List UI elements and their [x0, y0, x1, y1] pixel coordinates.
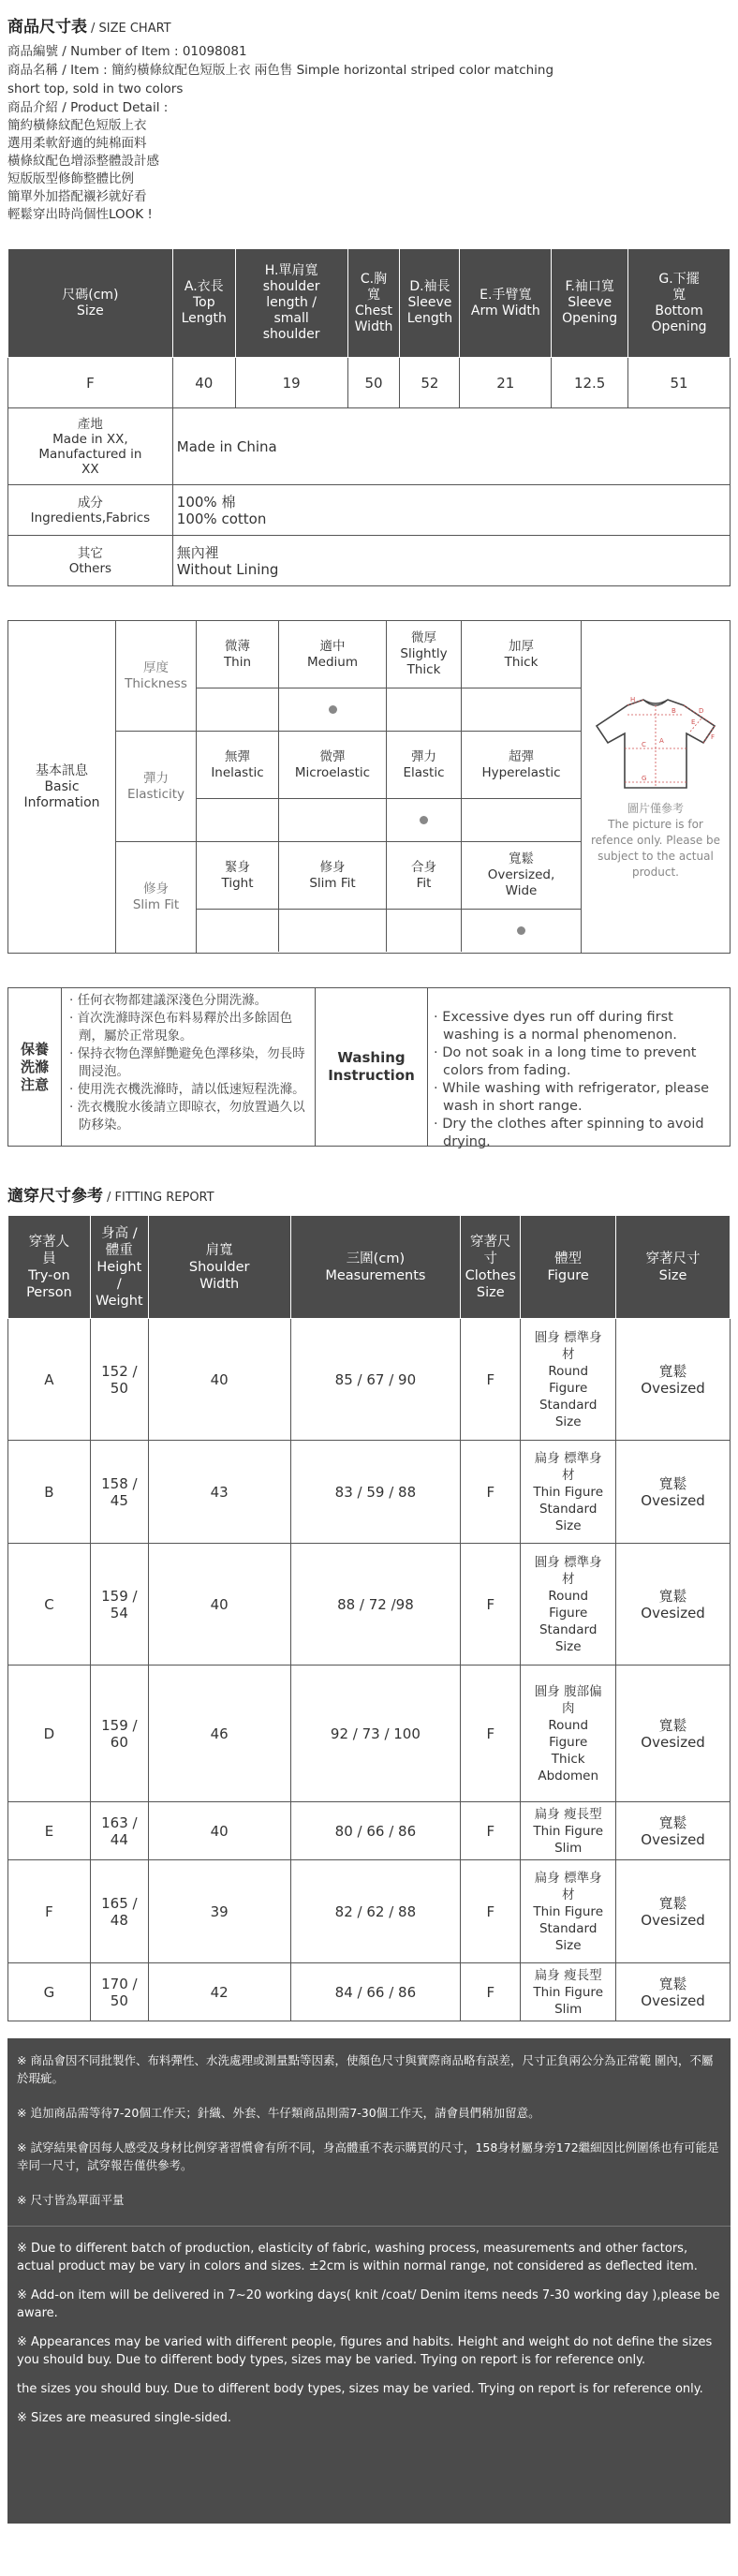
- fitting-cell-figure: 扁身 瘦長型 Thin Figure Slim: [521, 1802, 616, 1860]
- fitting-cell-size: F: [461, 1860, 521, 1963]
- fitting-cell-shoulder: 40: [148, 1544, 290, 1666]
- fitting-cell-size: F: [461, 1963, 521, 2021]
- basic-info: [7, 620, 731, 954]
- others-row: [8, 536, 731, 586]
- washing-item: · 使用洗衣機洗滌時，請以低速短程洗滌。: [69, 1082, 305, 1097]
- option-slim-fit: 修身 Slim Fit: [279, 842, 387, 909]
- washing-item: · 首次洗滌時深色布料易釋於出多餘固色劑，屬於正常現象。: [69, 1011, 293, 1044]
- fitting-cell-hw: 163 / 44: [90, 1802, 148, 1860]
- option-medium: 適中 Medium: [279, 621, 387, 688]
- option-microelastic: 微彈 Microelastic: [279, 732, 387, 798]
- col-header: 尺碼(cm) Size: [8, 249, 173, 358]
- note-en: ※ Appearances may be varied with different people, figures and habits. Height and weight do not define the sizes you should buy. Due to different body types, sizes may be varied. Trying on report is for reference only.: [17, 2335, 713, 2367]
- svg-text:H: H: [630, 695, 636, 703]
- col-header: D.袖長 Sleeve Length: [400, 249, 460, 358]
- intro-label: 商品介紹 / Product Detail :: [7, 100, 169, 115]
- fitting-cell-meas: 92 / 73 / 100: [290, 1666, 461, 1802]
- fitting-row: [8, 1860, 731, 1963]
- selected-dot: [517, 926, 525, 935]
- fitting-cell-figure: 扁身 標準身 材 Thin Figure Standard Size: [521, 1441, 616, 1544]
- note-zh: ※ 追加商品需等待7-20個工作天；針織、外套、牛仔類商品則需7-30個工作天，請會員們稍加留意。: [17, 2106, 540, 2120]
- size-cell: 51: [628, 358, 731, 408]
- fitting-cell-figure: 扁身 瘦長型 Thin Figure Slim: [521, 1963, 616, 2021]
- fitting-cell-hw: 170 / 50: [90, 1963, 148, 2021]
- option-thin: 微薄 Thin: [197, 621, 279, 688]
- note-zh: ※ 試穿結果會因每人感受及身材比例穿著習慣會有所不同，身高體重不表示購買的尺寸，158身材屬身旁172繼細因比例圍係也有可能是幸同一尺寸，試穿報告僅供參考。: [17, 2140, 719, 2172]
- option-elastic: 彈力 Elastic: [387, 732, 462, 798]
- intro-list: [7, 117, 731, 224]
- option-oversized: 寬鬆 Oversized, Wide: [487, 851, 555, 898]
- option-hyperelastic: 超彈 Hyperelastic: [481, 748, 561, 780]
- fitting-cell-size: F: [461, 1441, 521, 1544]
- fabric-value: 100% 棉 100% cotton: [172, 485, 730, 536]
- fitting-cell-meas: 82 / 62 / 88: [290, 1860, 461, 1963]
- svg-text:A: A: [659, 736, 664, 745]
- washing-heading-en: Washing Instruction: [316, 988, 428, 1146]
- fitting-cell-figure: 圓身 標準身 材 Round Figure Standard Size: [521, 1544, 616, 1666]
- size-table: [7, 248, 731, 586]
- svg-text:C: C: [642, 740, 646, 748]
- tshirt-diagram-icon: [585, 694, 726, 797]
- fitting-cell-hw: 159 / 60: [90, 1666, 148, 1802]
- picture-caption: 圖片僅參考 The picture is for refence only. Please be subject to the actual product.: [590, 801, 721, 879]
- fitting-title: 適穿尺寸參考 / FITTING REPORT: [7, 1187, 214, 1206]
- note-en: the sizes you should buy. Due to different body types, sizes may be varied. Trying on report is for reference only.: [17, 2382, 703, 2396]
- fitting-cell-fit: 寬鬆 Ovesized: [616, 1319, 731, 1441]
- fitting-cell-fit: 寬鬆 Ovesized: [616, 1802, 731, 1860]
- product-header: [7, 0, 731, 224]
- fitting-cell-shoulder: 39: [148, 1860, 290, 1963]
- attribute-grid: [115, 621, 582, 953]
- fitting-table: [7, 1215, 731, 2021]
- svg-text:D: D: [699, 706, 704, 715]
- fitting-cell-shoulder: 46: [148, 1666, 290, 1802]
- col-header: 體型 Figure: [521, 1216, 616, 1319]
- intro-line: 簡單外加搭配襯衫就好看: [7, 189, 147, 204]
- fabric-row: [8, 485, 731, 536]
- fitting-row: [8, 1802, 731, 1860]
- title-en: / SIZE CHART: [91, 22, 171, 36]
- svg-text:E: E: [691, 718, 696, 726]
- svg-text:G: G: [642, 774, 647, 782]
- svg-text:B: B: [672, 706, 676, 715]
- washing-item: · Dry the clothes after spinning to avoid drying.: [434, 1117, 704, 1149]
- size-cell: 40: [172, 358, 235, 408]
- fitting-cell-size: F: [461, 1544, 521, 1666]
- item-number: 商品編號 / Number of Item : 01098081: [7, 44, 247, 59]
- fitting-cell-person: D: [8, 1666, 91, 1802]
- size-cell: 12.5: [552, 358, 628, 408]
- col-header: H.單肩寬 shoulder length / small shoulder: [235, 249, 347, 358]
- washing-item: · Excessive dyes run off during first washing is a normal phenomenon.: [434, 1010, 677, 1043]
- fitting-cell-hw: 159 / 54: [90, 1544, 148, 1666]
- col-header: C.胸 寬 Chest Width: [347, 249, 400, 358]
- thickness-indicator: [197, 688, 581, 731]
- intro-line: 短版版型修飾整體比例: [7, 171, 134, 186]
- size-cell: 21: [460, 358, 552, 408]
- fit-row: [116, 842, 581, 953]
- intro-line: 選用柔軟舒適的純棉面料: [7, 136, 147, 151]
- col-header: 穿著尺 寸 Clothes Size: [461, 1216, 521, 1319]
- size-cell: 19: [235, 358, 347, 408]
- fitting-cell-hw: 152 / 50: [90, 1319, 148, 1441]
- others-value: 無內裡 Without Lining: [172, 536, 730, 586]
- washing-section: [7, 987, 731, 1147]
- col-header: E.手臂寬 Arm Width: [460, 249, 552, 358]
- option-fit: 合身 Fit: [387, 842, 462, 909]
- option-inelastic: 無彈 Inelastic: [197, 732, 279, 798]
- size-table-header: [8, 249, 731, 358]
- fitting-cell-shoulder: 40: [148, 1319, 290, 1441]
- intro-line: 輕鬆穿出時尚個性LOOK !: [7, 207, 153, 222]
- size-cell: 52: [400, 358, 460, 408]
- washing-item: · While washing with refrigerator, please wash in short range.: [434, 1081, 710, 1114]
- fabric-label: 成分 Ingredients,Fabrics: [8, 485, 173, 536]
- size-row: [8, 358, 731, 408]
- notes-panel: [7, 2038, 731, 2524]
- col-header: 穿著尺寸 Size: [616, 1216, 731, 1319]
- option-thick: 加厚 Thick: [504, 638, 539, 670]
- garment-diagram: [582, 621, 730, 953]
- fitting-cell-figure: 圓身 標準身 材 Round Figure Standard Size: [521, 1319, 616, 1441]
- col-header: 三圍(cm) Measurements: [290, 1216, 461, 1319]
- option-slightly-thick: 微厚 Slightly Thick: [387, 621, 462, 688]
- fitting-cell-meas: 88 / 72 /98: [290, 1544, 461, 1666]
- col-header: 身高 / 體重 Height / Weight: [90, 1216, 148, 1319]
- fit-label: 修身 Slim Fit: [116, 842, 197, 953]
- washing-list-zh: [61, 988, 316, 1146]
- fitting-cell-fit: 寬鬆 Ovesized: [616, 1544, 731, 1666]
- origin-value: Made in China: [172, 408, 730, 485]
- elasticity-indicator: [197, 799, 581, 841]
- thickness-row: [116, 621, 581, 732]
- intro-line: 橫條紋配色增添整體設計感: [7, 154, 159, 169]
- fitting-cell-person: E: [8, 1802, 91, 1860]
- col-header: F.袖口寬 Sleeve Opening: [552, 249, 628, 358]
- note-en: ※ Due to different batch of production, elasticity of fabric, washing process, measurements and other factors, actual product may be vary in colors and sizes. ±2cm is within normal range, not considered as deflected item.: [17, 2242, 698, 2273]
- fitting-cell-person: C: [8, 1544, 91, 1666]
- col-header: 肩寬 Shoulder Width: [148, 1216, 290, 1319]
- fitting-row: [8, 1319, 731, 1441]
- elasticity-row: [116, 732, 581, 842]
- col-header: A.衣長 Top Length: [172, 249, 235, 358]
- fitting-cell-figure: 圓身 腹部偏 肉 Round Figure Thick Abdomen: [521, 1666, 616, 1802]
- fitting-cell-hw: 165 / 48: [90, 1860, 148, 1963]
- others-label: 其它 Others: [8, 536, 173, 586]
- fitting-cell-size: F: [461, 1319, 521, 1441]
- fitting-cell-meas: 84 / 66 / 86: [290, 1963, 461, 2021]
- fit-indicator: [197, 910, 581, 952]
- washing-item: · 任何衣物都建議深淺色分開洗滌。: [69, 993, 268, 1008]
- origin-label: 產地 Made in XX, Manufactured in XX: [8, 408, 173, 485]
- fitting-cell-meas: 85 / 67 / 90: [290, 1319, 461, 1441]
- fitting-row: [8, 1666, 731, 1802]
- basic-info-heading: 基本訊息 Basic Information: [23, 762, 100, 810]
- option-tight: 緊身 Tight: [197, 842, 279, 909]
- fitting-cell-fit: 寬鬆 Ovesized: [616, 1963, 731, 2021]
- elasticity-label: 彈力 Elasticity: [116, 732, 197, 841]
- washing-list-en: [428, 988, 730, 1149]
- fitting-cell-fit: 寬鬆 Ovesized: [616, 1441, 731, 1544]
- note-en: ※ Add-on item will be delivered in 7~20 working days( knit /coat/ Denim items needs 7-30 working day ),please be aware.: [17, 2288, 720, 2320]
- item-name: 商品名稱 / Item : 簡約橫條紋配色短版上衣 兩色售 Simple horizontal striped color matching: [7, 63, 554, 78]
- selected-dot: [420, 816, 428, 824]
- item-name-cont: short top, sold in two colors: [7, 81, 184, 96]
- thickness-label: 厚度 Thickness: [116, 621, 197, 731]
- fitting-cell-fit: 寬鬆 Ovesized: [616, 1860, 731, 1963]
- note-zh: ※ 尺寸皆為單面平量: [17, 2193, 125, 2207]
- fitting-cell-person: F: [8, 1860, 91, 1963]
- fitting-cell-hw: 158 / 45: [90, 1441, 148, 1544]
- note-zh: ※ 商品會因不同批製作、布料彈性、水洗處理或測量點等因素，使顏色尺寸與實際商品略有誤差，尺寸正負兩公分為正常範 圍內，不屬於瑕疵。: [17, 2053, 714, 2085]
- fitting-cell-size: F: [461, 1666, 521, 1802]
- fitting-cell-fit: 寬鬆 Ovesized: [616, 1666, 731, 1802]
- col-header: G.下擺 寬 Bottom Opening: [628, 249, 731, 358]
- page-title: [7, 13, 731, 37]
- fitting-cell-shoulder: 40: [148, 1802, 290, 1860]
- fitting-row: [8, 1963, 731, 2021]
- washing-item: · Do not soak in a long time to prevent colors from fading.: [434, 1045, 697, 1078]
- fitting-cell-meas: 80 / 66 / 86: [290, 1802, 461, 1860]
- fitting-cell-size: F: [461, 1802, 521, 1860]
- fitting-cell-person: G: [8, 1963, 91, 2021]
- size-cell: 50: [347, 358, 400, 408]
- washing-heading-zh: 保養 洗滌 注意: [20, 1040, 49, 1093]
- note-en: ※ Sizes are measured single-sided.: [17, 2411, 232, 2425]
- fitting-cell-shoulder: 42: [148, 1963, 290, 2021]
- washing-item: · 洗衣機脫水後請立即晾衣，勿放置過久以防移染。: [69, 1100, 305, 1133]
- size-cell: F: [8, 358, 173, 408]
- col-header: 穿著人 員 Try-on Person: [8, 1216, 91, 1319]
- fitting-cell-meas: 83 / 59 / 88: [290, 1441, 461, 1544]
- svg-text:F: F: [711, 733, 716, 741]
- selected-dot: [329, 705, 337, 714]
- fitting-cell-shoulder: 43: [148, 1441, 290, 1544]
- fitting-cell-person: A: [8, 1319, 91, 1441]
- fitting-header: [8, 1216, 731, 1319]
- washing-item: · 保持衣物色澤鮮艷避免色澤移染，勿長時間浸泡。: [69, 1046, 305, 1079]
- fitting-row: [8, 1441, 731, 1544]
- intro-line: 簡約橫條紋配色短版上衣: [7, 118, 147, 133]
- origin-row: [8, 408, 731, 485]
- fitting-cell-figure: 扁身 標準身 材 Thin Figure Standard Size: [521, 1860, 616, 1963]
- fitting-row: [8, 1544, 731, 1666]
- title-zh: 商品尺寸表: [7, 18, 87, 37]
- fitting-cell-person: B: [8, 1441, 91, 1544]
